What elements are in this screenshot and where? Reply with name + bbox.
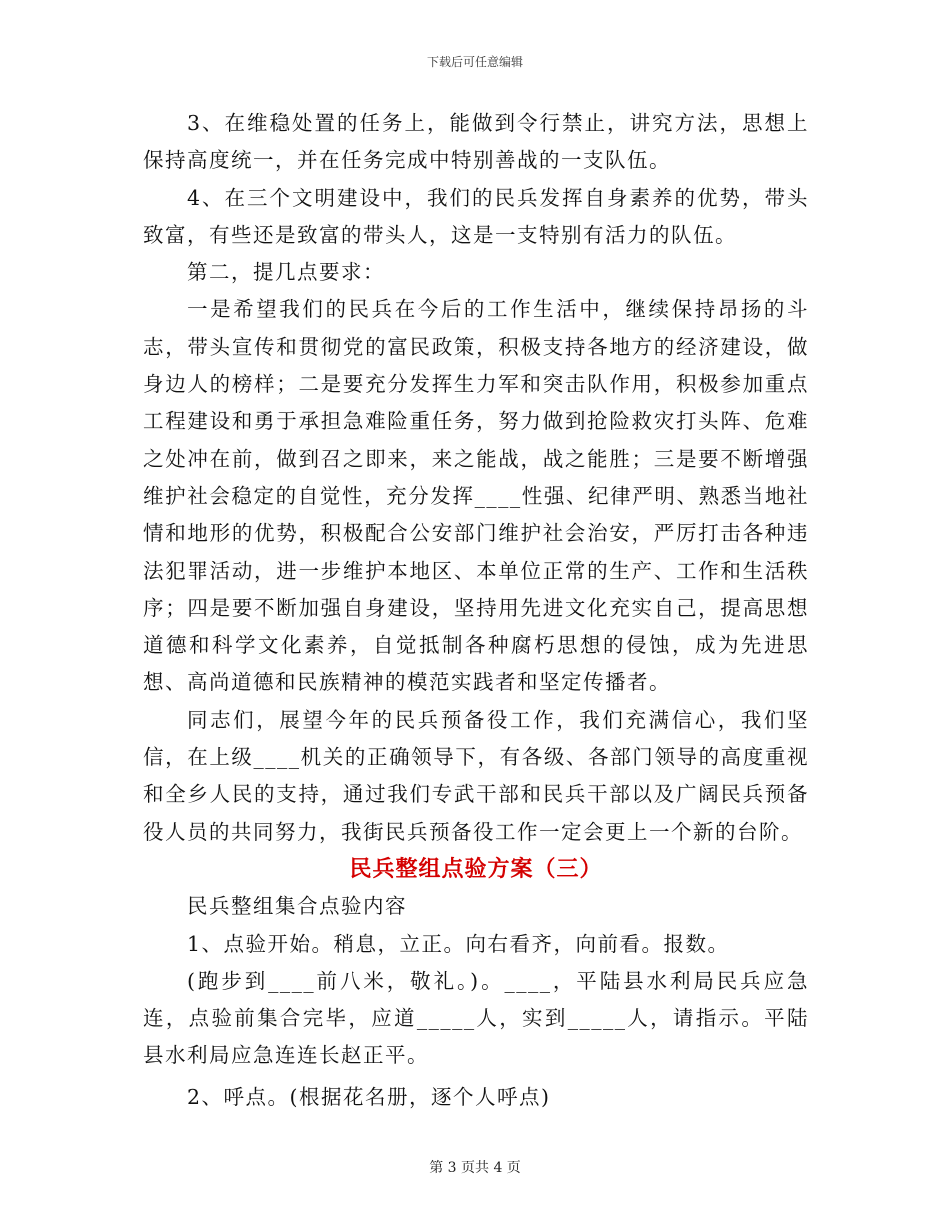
- paragraph-step-2: 2、呼点。(根据花名册，逐个人呼点): [187, 1084, 551, 1109]
- page-footer: 第 3 页共 4 页: [429, 1160, 521, 1176]
- paragraph-requirements: 一是希望我们的民兵在今后的工作生活中，继续保持昂扬的斗志，带头宣传和贯彻党的富民政策，积极支持各地方的经济建设，做身边人的榜样；二是要充分发挥生力军和突击队作用，积极参加重点工程建设和勇于承担急难险重任务，努力做到抢险救灾打头阵、危难之处冲在前，做到召之即来，来之能战，战之能胜；三是要不断增强维护社会稳定的自觉性，充分发挥____性强、纪律严明、熟悉当地社情和地形的优势，积极配合公安部门维护社会治安，严厉打击各种违法犯罪活动，进一步维护本地区、本单位正常的生产、工作和生活秩序；四是要不断加强自身建设，坚持用先进文化充实自己，提高思想道德和科学文化素养，自觉抵制各种腐朽思想的侵蚀，成为先进思想、高尚道德和民族精神的模范实践者和坚定传播者。: [143, 297, 809, 695]
- paragraph-requirements-heading: 第二，提几点要求：: [187, 260, 385, 285]
- paragraph-step-1: 1、点验开始。稍息，立正。向右看齐，向前看。报数。: [187, 931, 730, 956]
- page-header: 下载后可任意编辑: [426, 55, 523, 69]
- paragraph-report: (跑步到____前八米，敬礼。)。____，平陆县水利局民兵应急连，点验前集合完毕，应道_____人，实到_____人，请指示。平陆县水利局应急连连长赵正平。: [143, 968, 809, 1068]
- paragraph-item-4: 4、在三个文明建设中，我们的民兵发挥自身素养的优势，带头致富，有些还是致富的带头人，这是一支特别有活力的队伍。: [143, 185, 809, 247]
- paragraph-item-3: 3、在维稳处置的任务上，能做到令行禁止，讲究方法，思想上保持高度统一，并在任务完成中特别善战的一支队伍。: [143, 111, 809, 173]
- paragraph-closing: 同志们，展望今年的民兵预备役工作，我们充满信心，我们坚信，在上级____机关的正确领导下，有各级、各部门领导的高度重视和全乡人民的支持，通过我们专武干部和民兵干部以及广阔民兵预备役人员的共同努力，我街民兵预备役工作一定会更上一个新的台阶。: [143, 707, 809, 844]
- section-title: 民兵整组点验方案（三）: [349, 855, 603, 882]
- document-body: [143, 105, 809, 1116]
- paragraph-inspection-content: 民兵整组集合点验内容: [187, 894, 407, 919]
